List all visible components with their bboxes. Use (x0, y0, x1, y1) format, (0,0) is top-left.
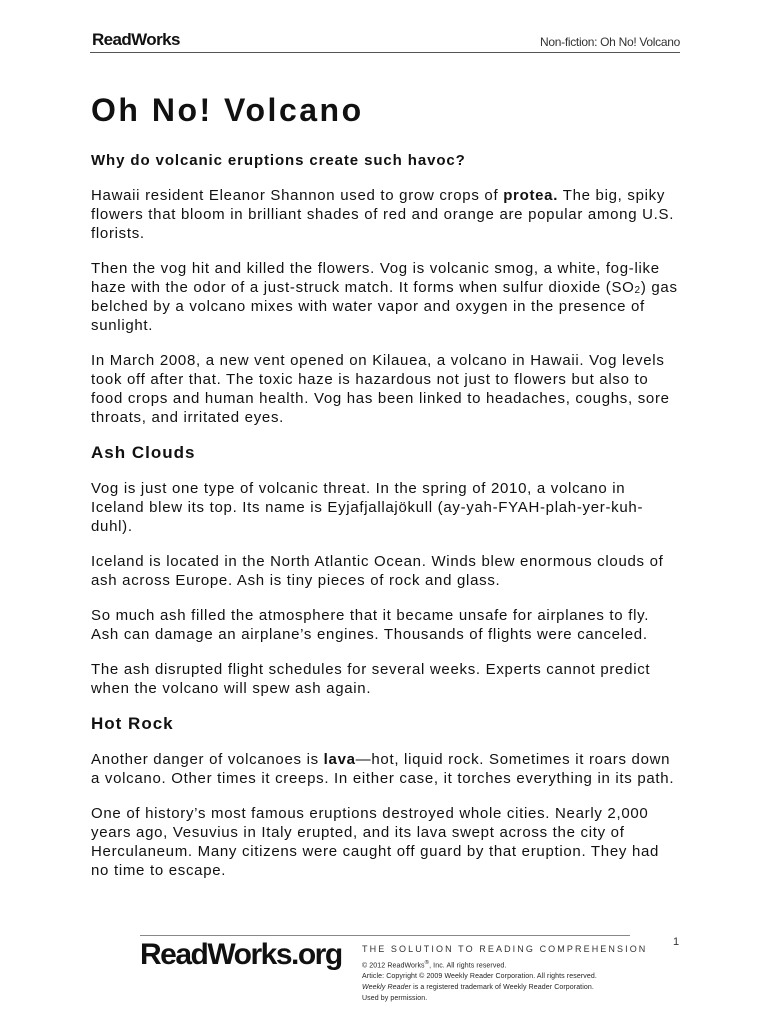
header-divider (90, 52, 680, 53)
paragraph-ash-europe: Iceland is located in the North Atlantic Ocean. Winds blew enormous clouds of ash across Europe. Ash is tiny pieces of rock and glass. (91, 553, 664, 589)
paragraph-kilauea: In March 2008, a new vent opened on Kilauea, a volcano in Hawaii. Vog levels took off after that. The toxic haze is hazardous not just to flowers but also to food crops and human health. Vog has been linked to headaches, coughs, sore throats, and irritated eyes. (91, 352, 670, 426)
paragraph-vesuvius: One of history’s most famous eruptions destroyed whole cities. Nearly 2,000 years ago, Vesuvius in Italy erupted, and its lava swept across the city of Herculaneum. Many citizens were caught off guard by that eruption. They had no time to escape. (91, 805, 660, 879)
article-subtitle: Why do volcanic eruptions create such havoc? (91, 152, 466, 169)
section-heading-ash-clouds: Ash Clouds (91, 443, 196, 462)
footer-info (362, 944, 662, 1004)
header-document-label: Non-fiction: Oh No! Volcano (540, 35, 680, 49)
section-heading-hot-rock: Hot Rock (91, 714, 174, 733)
paragraph-disruption: The ash disrupted flight schedules for several weeks. Experts cannot predict when the volcano will spew ash again. (91, 661, 651, 697)
header-logo: ReadWorks (92, 30, 180, 49)
paragraph-iceland-volcano: Vog is just one type of volcanic threat. In the spring of 2010, a volcano in Iceland blew its top. Its name is Eyjafjallajökull (ay-yah-FYAH-plah-yer-kuh-duhl). (91, 480, 644, 535)
article-body (91, 92, 681, 896)
page-number: 1 (673, 936, 680, 948)
footer-permission: Used by permission. (362, 995, 428, 1003)
term-protea: protea. (503, 187, 559, 204)
footer-article-copyright: Article: Copyright © 2009 Weekly Reader Corporation. All rights reserved. (362, 973, 597, 981)
term-lava: lava (323, 751, 356, 768)
paragraph-vog: Then the vog hit and killed the flowers. Vog is volcanic smog, a white, fog-like haze with the odor of a just-struck match. It forms when sulfur dioxide $(SO_2)$ gas belched by a volcano mixes with water vapor and oxygen in the presence of sunlight. (91, 260, 678, 334)
paragraph-flights: So much ash filled the atmosphere that it became unsafe for airplanes to fly. Ash can damage an airplane’s engines. Thousands of flights were canceled. (91, 607, 650, 643)
paragraph-lava: Another danger of volcanoes is lava—hot, liquid rock. Sometimes it roars down a volcano. Other times it creeps. In either case, it torches everything in its path. (91, 751, 675, 787)
footer-logo: ReadWorks.org (140, 938, 342, 971)
footer-divider (140, 935, 630, 936)
footer-trademark: Weekly Reader is a registered trademark of Weekly Reader Corporation. (362, 984, 594, 992)
paragraph-protea: Hawaii resident Eleanor Shannon used to grow crops of protea. The big, spiky flowers that bloom in brilliant shades of red and orange are popular among U.S. florists. (91, 187, 675, 242)
footer-tagline: THE SOLUTION TO READING COMPREHENSION (362, 944, 648, 954)
page-title: Oh No! Volcano (91, 92, 364, 128)
footer-copyright: © 2012 ReadWorks®, Inc. All rights reserved. (362, 960, 507, 970)
